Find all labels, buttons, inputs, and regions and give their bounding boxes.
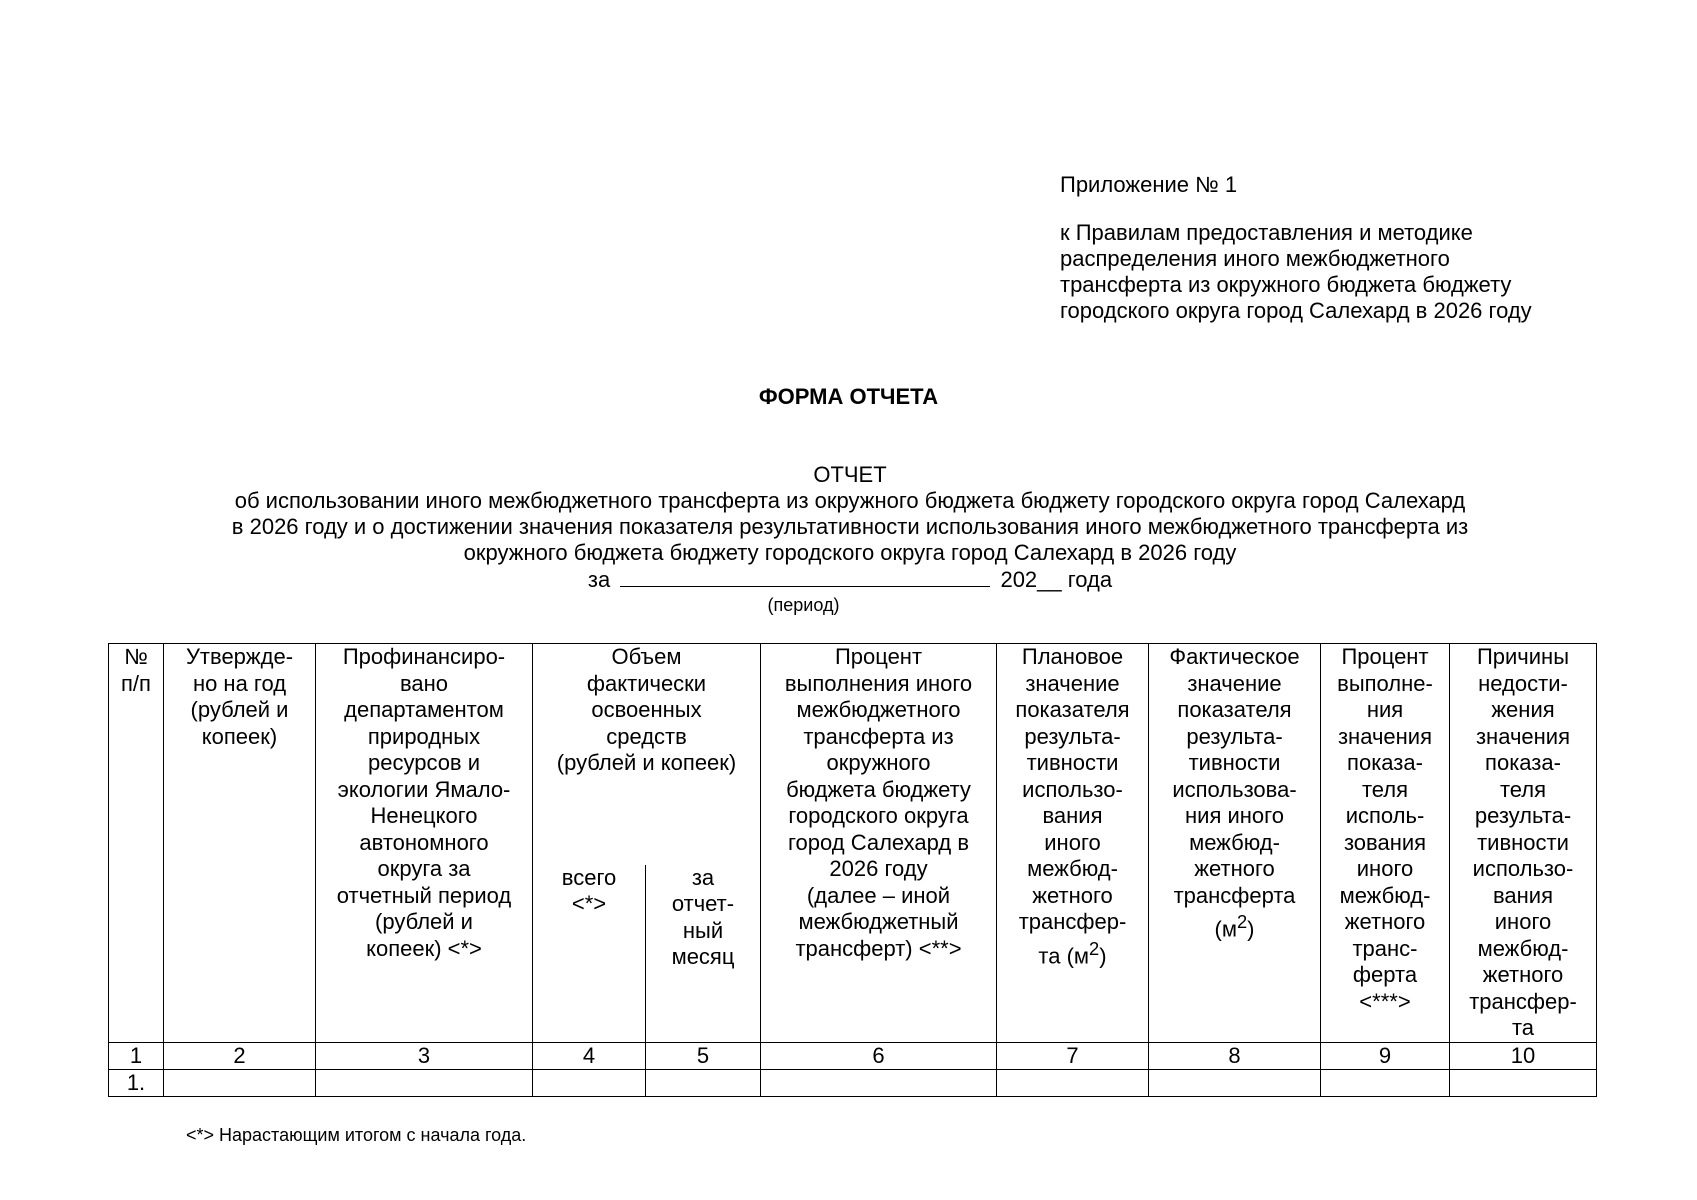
column-numbering-row <box>109 1042 1597 1069</box>
appendix-line: трансферта из окружного бюджета бюджету <box>1060 272 1512 297</box>
period-suffix: 202__ года <box>1000 567 1113 592</box>
table-cell[interactable] <box>997 1069 1149 1097</box>
appendix-title: Приложение № 1 <box>1060 172 1238 197</box>
header-col-number: № п/п <box>109 644 164 1043</box>
column-number: 2 <box>164 1042 316 1069</box>
header-col-approved: Утвержде- но на год (рублей и копеек) <box>164 644 316 1043</box>
appendix-block <box>1060 172 1620 324</box>
column-number: 4 <box>533 1042 646 1069</box>
header-col-financed: Профинансиро- вано департаментом природных ресурсов и экологии Ямало- Ненецкого автономного округа за отчетный период (рублей и копеек) <*> <box>316 644 533 1043</box>
form-title: ФОРМА ОТЧЕТА <box>758 384 939 409</box>
header-col-reasons: Причины недости- жения значения показа- теля результа- тивности использо- вания иного межбюд- жетного трансфер- та <box>1450 644 1597 1043</box>
table-cell[interactable] <box>646 1069 761 1097</box>
column-number: 7 <box>997 1042 1149 1069</box>
report-subtitle-line: в 2026 году и о достижении значения показателя результативности использования иного межбюджетного трансферта из <box>231 514 1469 539</box>
header-col-percent-transfer: Процент выполнения иного межбюджетного трансферта из окружного бюджета бюджету городского округа город Салехард в 2026 году (далее – иной межбюджетный трансферт) <**> <box>761 644 997 1043</box>
planned-value-sup: 2 <box>1089 937 1100 959</box>
planned-value-text: Плановое значение показателя результа- тивности использо- вания иного межбюд- жетного трансфер- та (м <box>1015 644 1130 968</box>
actual-value-sup: 2 <box>1236 911 1248 932</box>
header-row <box>109 644 1597 865</box>
column-number: 3 <box>316 1042 533 1069</box>
table-cell[interactable] <box>1450 1069 1597 1097</box>
table-cell[interactable] <box>316 1069 533 1097</box>
column-number: 6 <box>761 1042 997 1069</box>
column-number: 8 <box>1149 1042 1321 1069</box>
report-title: ОТЧЕТ <box>813 462 887 487</box>
header-col-percent-value: Процент выполне- ния значения показа- теля исполь- зования иного межбюд- жетного транс- ферта <***> <box>1321 644 1450 1043</box>
column-number: 5 <box>646 1042 761 1069</box>
table-row <box>109 1069 1597 1097</box>
header-col-actual-value <box>1149 644 1321 1043</box>
table-cell[interactable] <box>164 1069 316 1097</box>
column-number: 1 <box>109 1042 164 1069</box>
table-cell[interactable] <box>1149 1069 1321 1097</box>
header-col-month: за отчет- ный месяц <box>646 865 761 1042</box>
header-group-spent: Объем фактически освоенных средств (рублей и копеек) <box>533 644 761 865</box>
planned-value-end: ) <box>1099 942 1107 968</box>
table-cell[interactable] <box>533 1069 646 1097</box>
report-subtitle-line: об использовании иного межбюджетного трансферта из окружного бюджета бюджету городского округа город Салехард <box>234 488 1466 513</box>
actual-value-text: Фактическое значение показателя результа- тивности использова- ния иного межбюд- жетного трансферта (м <box>1169 644 1300 942</box>
table-cell[interactable] <box>761 1069 997 1097</box>
footnote: <*> Нарастающим итогом с начала года. <box>186 1125 527 1145</box>
appendix-line: к Правилам предоставления и методике <box>1060 220 1473 245</box>
period-prefix: за <box>587 567 611 592</box>
header-col-total: всего <*> <box>533 865 646 1042</box>
report-subtitle-line: окружного бюджета бюджету городского округа город Салехард в 2026 году <box>463 540 1237 565</box>
period-blank[interactable] <box>620 566 990 587</box>
period-note-text: (период) <box>767 595 840 615</box>
actual-value-end: ) <box>1247 916 1255 942</box>
period-note <box>0 594 1697 616</box>
appendix-line: распределения иного межбюджетного <box>1060 246 1450 271</box>
header-col-planned-value <box>997 644 1149 1043</box>
column-number: 9 <box>1321 1042 1450 1069</box>
column-number: 10 <box>1450 1042 1597 1069</box>
table-cell[interactable]: 1. <box>109 1069 164 1097</box>
table-cell[interactable] <box>1321 1069 1450 1097</box>
report-table <box>108 643 1597 1097</box>
report-period-line <box>140 566 1560 593</box>
appendix-line: городского округа город Салехард в 2026 году <box>1060 298 1532 323</box>
report-heading <box>140 462 1560 593</box>
